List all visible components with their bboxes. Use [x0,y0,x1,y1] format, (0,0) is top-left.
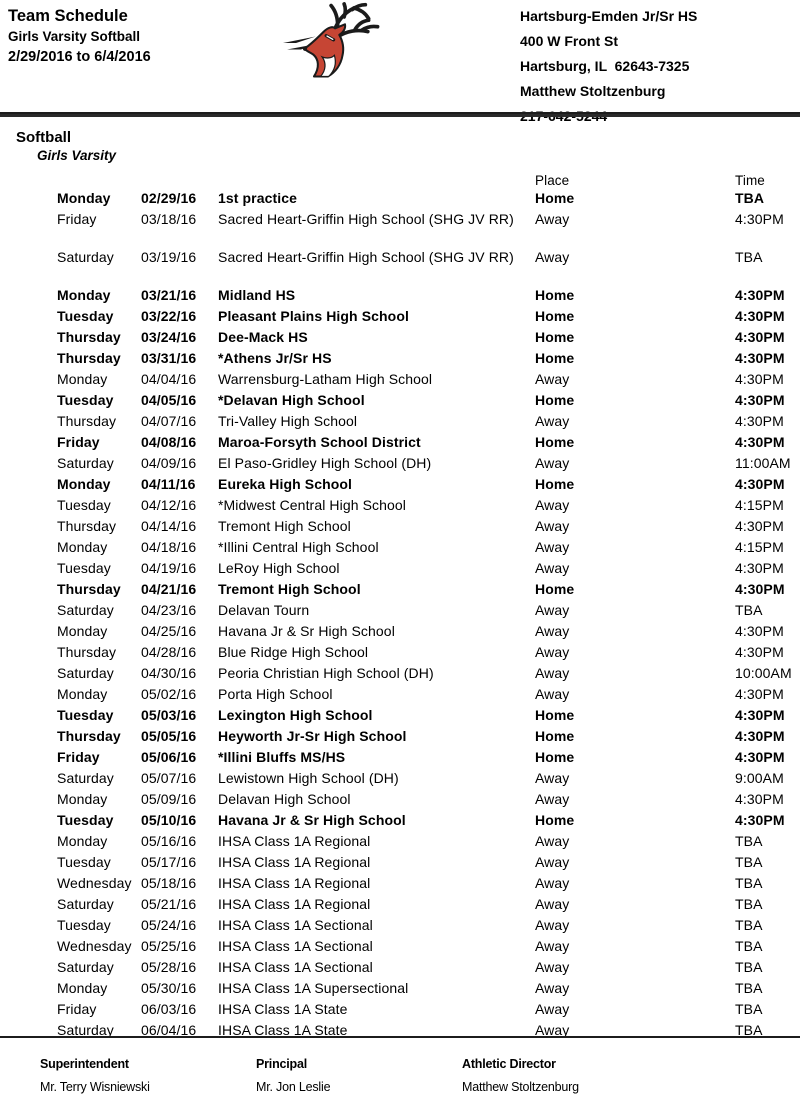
cell-place: Home [535,308,575,324]
schedule-row [57,285,800,306]
schedule-row [57,873,800,894]
cell-time: 4:30PM [735,476,785,492]
cell-date: 04/30/16 [141,665,197,681]
cell-date: 05/30/16 [141,980,197,996]
cell-opponent: Tri-Valley High School [218,413,358,429]
cell-day: Saturday [57,665,114,681]
school-name: Hartsburg-Emden Jr/Sr HS [520,8,698,24]
cell-opponent: Havana Jr & Sr High School [218,812,406,828]
cell-time: 4:30PM [735,686,784,702]
schedule-row [57,474,800,495]
cell-place: Away [535,211,570,227]
cell-day: Monday [57,371,108,387]
cell-date: 05/10/16 [141,812,197,828]
footer-divider [0,1036,800,1038]
schedule-row [57,306,800,327]
cell-time: 4:30PM [735,308,785,324]
schedule-row [57,978,800,999]
schedule-row [57,327,800,348]
schedule-row [57,453,800,474]
footer-title: Superintendent [40,1057,129,1071]
cell-time: 4:30PM [735,560,784,576]
cell-place: Away [535,854,570,870]
cell-date: 04/05/16 [141,392,197,408]
cell-time: TBA [735,980,763,996]
cell-date: 03/22/16 [141,308,197,324]
cell-place: Home [535,287,575,303]
school-info-block [520,4,697,129]
cell-date: 05/09/16 [141,791,197,807]
stag-mascot-icon [283,2,389,80]
cell-time: 9:00AM [735,770,784,786]
cell-opponent: IHSA Class 1A Regional [218,875,371,891]
cell-place: Away [535,249,570,265]
cell-time: 4:30PM [735,329,785,345]
footer-title: Principal [256,1057,307,1071]
sport-heading: Softball [16,129,71,146]
cell-day: Thursday [57,329,121,345]
cell-place: Away [535,938,570,954]
cell-place: Away [535,980,570,996]
cell-date: 05/18/16 [141,875,197,891]
cell-day: Tuesday [57,308,114,324]
footer-column-superintendent [40,1057,150,1094]
cell-date: 05/05/16 [141,728,197,744]
schedule-row [57,432,800,453]
schedule-row [57,600,800,621]
cell-place: Home [535,392,575,408]
cell-date: 05/03/16 [141,707,197,723]
cell-opponent: Lewistown High School (DH) [218,770,399,786]
cell-opponent: IHSA Class 1A Sectional [218,938,373,954]
cell-place: Away [535,686,570,702]
col-header-time: Time [735,173,765,188]
cell-opponent: 1st practice [218,190,298,206]
cell-place: Home [535,581,575,597]
cell-place: Away [535,602,570,618]
cell-date: 04/08/16 [141,434,197,450]
cell-time: TBA [735,875,763,891]
cell-date: 04/28/16 [141,644,197,660]
schedule-column-headers [57,168,800,188]
cell-date: 04/12/16 [141,497,197,513]
cell-day: Monday [57,791,108,807]
cell-time: TBA [735,1001,763,1017]
schedule-row [57,810,800,831]
cell-opponent: Blue Ridge High School [218,644,369,660]
cell-place: Away [535,959,570,975]
cell-place: Away [535,791,570,807]
cell-date: 04/21/16 [141,581,197,597]
schedule-row [57,209,800,230]
cell-opponent: Dee-Mack HS [218,329,308,345]
cell-opponent: IHSA Class 1A Regional [218,854,371,870]
cell-time: TBA [735,190,765,206]
cell-day: Monday [57,623,108,639]
cell-time: TBA [735,602,763,618]
cell-time: 4:30PM [735,581,785,597]
cell-day: Thursday [57,413,117,429]
cell-date: 06/03/16 [141,1001,197,1017]
cell-day: Saturday [57,249,114,265]
cell-time: TBA [735,959,763,975]
cell-place: Away [535,539,570,555]
cell-date: 03/18/16 [141,211,197,227]
schedule-row [57,789,800,810]
cell-place: Away [535,875,570,891]
cell-date: 02/29/16 [141,190,197,206]
schedule-row [57,495,800,516]
cell-place: Away [535,665,570,681]
schedule-row [57,663,800,684]
cell-place: Away [535,644,570,660]
cell-day: Wednesday [57,875,132,891]
schedule-row [57,621,800,642]
cell-time: TBA [735,833,763,849]
cell-time: 4:30PM [735,413,784,429]
cell-place: Away [535,371,570,387]
schedule-row [57,411,800,432]
cell-opponent: Delavan Tourn [218,602,310,618]
cell-opponent: IHSA Class 1A Supersectional [218,980,409,996]
cell-day: Saturday [57,959,114,975]
cell-day: Thursday [57,728,121,744]
report-header-left [8,6,151,67]
cell-day: Monday [57,190,111,206]
schedule-row [57,558,800,579]
cell-date: 05/25/16 [141,938,197,954]
cell-day: Saturday [57,602,114,618]
cell-time: 4:15PM [735,539,784,555]
schedule-row [57,579,800,600]
cell-opponent: *Midwest Central High School [218,497,406,513]
cell-date: 05/21/16 [141,896,197,912]
cell-time: 4:30PM [735,728,785,744]
cell-date: 03/31/16 [141,350,197,366]
cell-time: TBA [735,917,763,933]
cell-place: Away [535,770,570,786]
cell-opponent: Warrensburg-Latham High School [218,371,433,387]
cell-day: Tuesday [57,560,111,576]
cell-opponent: *Illini Central High School [218,539,379,555]
cell-day: Saturday [57,1022,114,1038]
footer-title: Athletic Director [462,1057,556,1071]
schedule-row [57,936,800,957]
cell-time: 4:15PM [735,497,784,513]
school-address-street: 400 W Front St [520,33,619,49]
footer-name: Mr. Terry Wisniewski [40,1080,150,1094]
cell-place: Home [535,749,575,765]
cell-date: 05/17/16 [141,854,197,870]
cell-place: Home [535,476,575,492]
schedule-row [57,188,800,209]
cell-date: 04/19/16 [141,560,197,576]
cell-place: Away [535,917,570,933]
date-range: 2/29/2016 to 6/4/2016 [8,49,151,65]
cell-time: 11:00AM [735,455,791,471]
cell-date: 04/07/16 [141,413,197,429]
cell-date: 04/11/16 [141,476,196,492]
school-phone: 217-642-5244 [520,108,608,124]
school-contact-name: Matthew Stoltzenburg [520,83,666,99]
cell-place: Away [535,833,570,849]
schedule-row [57,247,800,268]
cell-opponent: Midland HS [218,287,296,303]
cell-opponent: Tremont High School [218,581,361,597]
cell-day: Monday [57,686,108,702]
cell-time: 4:30PM [735,434,785,450]
team-subtitle: Girls Varsity Softball [8,29,141,44]
schedule-row [57,705,800,726]
schedule-row [57,726,800,747]
cell-opponent: Peoria Christian High School (DH) [218,665,434,681]
cell-place: Home [535,812,575,828]
cell-opponent: El Paso-Gridley High School (DH) [218,455,432,471]
cell-place: Home [535,728,575,744]
schedule-row [57,684,800,705]
cell-time: TBA [735,938,763,954]
cell-time: 4:30PM [735,791,784,807]
cell-time: 4:30PM [735,812,785,828]
cell-time: 4:30PM [735,371,784,387]
schedule-row [57,369,800,390]
cell-opponent: IHSA Class 1A State [218,1001,348,1017]
cell-day: Saturday [57,896,114,912]
cell-place: Away [535,455,570,471]
cell-day: Wednesday [57,938,132,954]
cell-opponent: Sacred Heart-Griffin High School (SHG JV RR) [218,249,514,265]
schedule-row [57,957,800,978]
cell-place: Away [535,518,570,534]
cell-time: 4:30PM [735,749,785,765]
cell-opponent: Lexington High School [218,707,373,723]
cell-opponent: IHSA Class 1A Sectional [218,917,373,933]
team-heading: Girls Varsity [37,148,117,163]
cell-opponent: IHSA Class 1A Regional [218,833,371,849]
cell-day: Monday [57,980,108,996]
cell-opponent: *Delavan High School [218,392,365,408]
cell-time: 4:30PM [735,623,784,639]
cell-opponent: Porta High School [218,686,333,702]
cell-time: 4:30PM [735,392,785,408]
cell-time: 4:30PM [735,707,785,723]
cell-day: Thursday [57,644,117,660]
cell-date: 05/06/16 [141,749,197,765]
cell-date: 04/09/16 [141,455,197,471]
cell-date: 05/02/16 [141,686,197,702]
cell-day: Saturday [57,455,114,471]
cell-time: 4:30PM [735,644,784,660]
cell-place: Away [535,497,570,513]
schedule-row [57,642,800,663]
cell-place: Away [535,623,570,639]
cell-date: 05/16/16 [141,833,197,849]
cell-opponent: IHSA Class 1A Sectional [218,959,373,975]
schedule-row [57,894,800,915]
cell-day: Monday [57,476,111,492]
cell-date: 04/18/16 [141,539,197,555]
cell-place: Home [535,190,575,206]
footer-name: Matthew Stoltzenburg [462,1080,579,1094]
cell-time: TBA [735,249,763,265]
schedule-row [57,915,800,936]
cell-time: 4:30PM [735,211,784,227]
cell-place: Away [535,413,570,429]
page-title: Team Schedule [8,7,128,25]
cell-day: Thursday [57,518,117,534]
cell-place: Home [535,329,575,345]
cell-day: Thursday [57,350,121,366]
cell-place: Away [535,896,570,912]
cell-opponent: Havana Jr & Sr High School [218,623,395,639]
cell-date: 04/25/16 [141,623,197,639]
cell-day: Friday [57,434,100,450]
cell-day: Friday [57,211,97,227]
cell-date: 05/28/16 [141,959,197,975]
cell-time: TBA [735,854,763,870]
cell-time: 10:00AM [735,665,792,681]
schedule-row [57,537,800,558]
cell-day: Tuesday [57,392,114,408]
schedule-table-rows [57,188,800,1041]
cell-day: Monday [57,539,108,555]
cell-time: 4:30PM [735,518,784,534]
cell-opponent: IHSA Class 1A State [218,1022,348,1038]
cell-opponent: Maroa-Forsyth School District [218,434,421,450]
schedule-row [57,390,800,411]
col-header-place: Place [535,173,570,188]
cell-day: Tuesday [57,707,114,723]
schedule-table [57,168,800,1041]
cell-day: Friday [57,749,100,765]
cell-place: Away [535,560,570,576]
cell-place: Away [535,1022,570,1038]
cell-place: Home [535,707,575,723]
schedule-row [57,831,800,852]
cell-day: Tuesday [57,812,114,828]
cell-day: Tuesday [57,917,111,933]
footer-column-principal [256,1057,330,1094]
schedule-row [57,852,800,873]
cell-opponent: *Illini Bluffs MS/HS [218,749,346,765]
school-address-city: Hartsburg, IL 62643-7325 [520,58,690,74]
cell-opponent: Tremont High School [218,518,351,534]
cell-place: Home [535,350,575,366]
cell-opponent: LeRoy High School [218,560,340,576]
cell-date: 05/07/16 [141,770,197,786]
cell-date: 04/14/16 [141,518,197,534]
cell-time: 4:30PM [735,287,785,303]
cell-time: TBA [735,896,763,912]
cell-date: 03/21/16 [141,287,197,303]
cell-date: 03/19/16 [141,249,197,265]
cell-day: Tuesday [57,497,111,513]
cell-day: Monday [57,287,111,303]
cell-opponent: Pleasant Plains High School [218,308,409,324]
cell-date: 06/04/16 [141,1022,197,1038]
cell-opponent: Heyworth Jr-Sr High School [218,728,407,744]
cell-time: TBA [735,1022,763,1038]
cell-opponent: Delavan High School [218,791,351,807]
cell-opponent: *Athens Jr/Sr HS [218,350,332,366]
header-divider [0,112,800,117]
cell-day: Saturday [57,770,114,786]
cell-opponent: Eureka High School [218,476,353,492]
footer-name: Mr. Jon Leslie [256,1080,331,1094]
cell-day: Monday [57,833,108,849]
schedule-row [57,516,800,537]
cell-place: Home [535,434,575,450]
cell-date: 04/04/16 [141,371,197,387]
schedule-row [57,348,800,369]
cell-opponent: Sacred Heart-Griffin High School (SHG JV RR) [218,211,514,227]
cell-time: 4:30PM [735,350,785,366]
footer-column-athletic-director [462,1057,579,1094]
schedule-row [57,999,800,1020]
cell-day: Tuesday [57,854,111,870]
cell-date: 03/24/16 [141,329,197,345]
cell-date: 05/24/16 [141,917,197,933]
cell-date: 04/23/16 [141,602,197,618]
cell-opponent: IHSA Class 1A Regional [218,896,371,912]
schedule-row [57,747,800,768]
cell-day: Friday [57,1001,97,1017]
cell-place: Away [535,1001,570,1017]
cell-day: Thursday [57,581,121,597]
schedule-row [57,768,800,789]
